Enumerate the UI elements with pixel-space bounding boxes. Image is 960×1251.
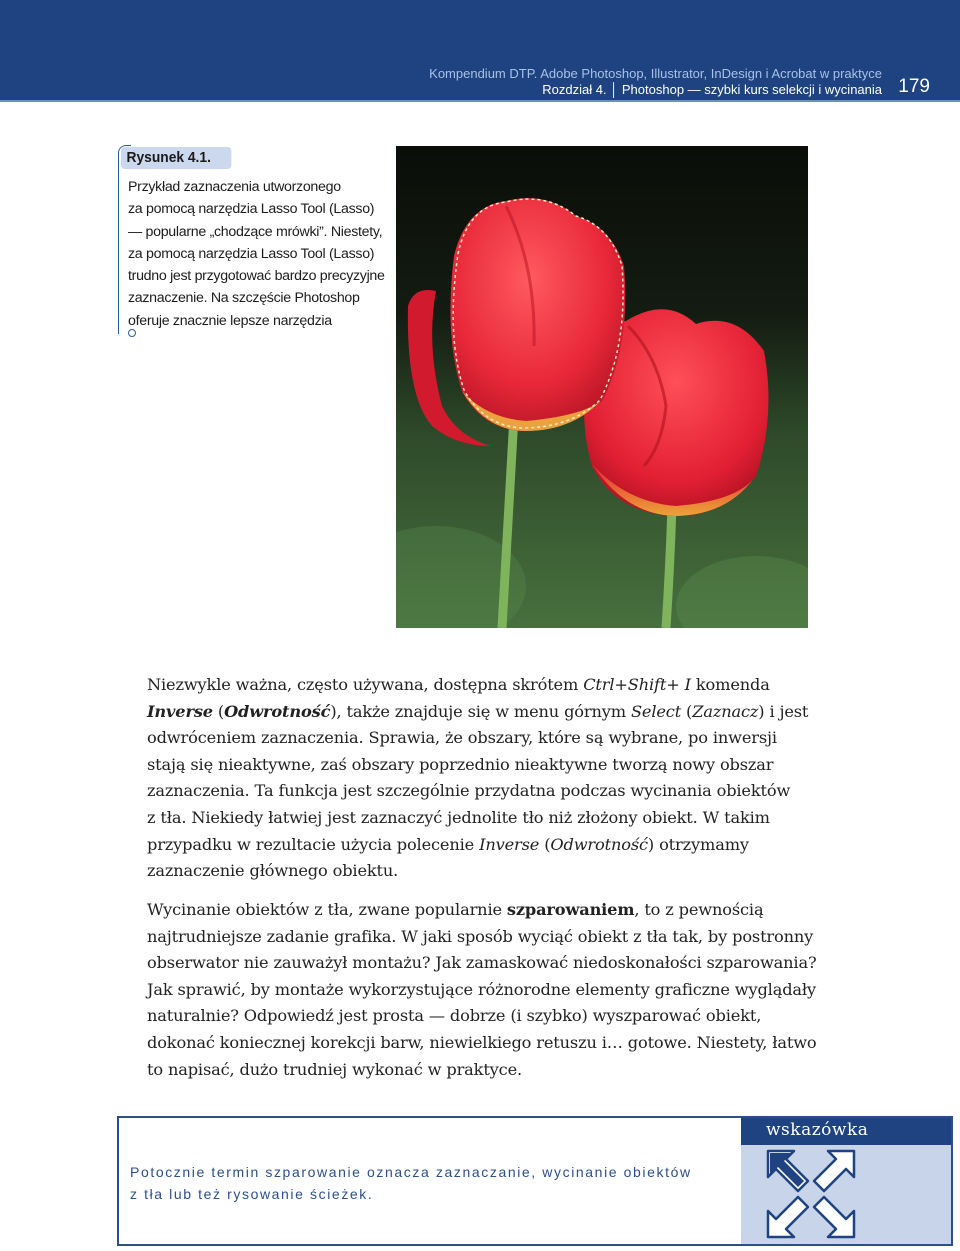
text-run: ( — [681, 701, 693, 721]
paragraph-masking — [147, 897, 867, 1083]
tip-line: Potocznie termin szparowanie oznacza zaznaczanie, wycinanie obiektów — [130, 1164, 692, 1180]
text-run: Niezwykle ważna, często używana, dostępna skrótem — [147, 675, 584, 694]
text-line: naturalnie? Odpowiedź jest prosta — dobrze (i szybko) wyszparować obiekt, — [147, 1006, 762, 1026]
text-run: ) i jest — [758, 701, 809, 721]
header-divider — [0, 100, 960, 102]
text-run: przypadku w rezultacie użycia polecenie — [147, 834, 480, 854]
text-run: Wycinanie obiektów z tła, zwane popularnie — [147, 900, 507, 919]
tulips-photo — [396, 146, 808, 628]
caption-line: Przykład zaznaczenia utworzonego — [128, 179, 341, 195]
text-line: zaznaczenie głównego obiektu. — [147, 861, 399, 881]
caption-line: — popularne „chodzące mrówki”. Niestety, — [128, 223, 383, 240]
term-bold: szparowaniem — [506, 900, 635, 919]
tip-text — [130, 1161, 692, 1205]
text-line: odwróceniem zaznaczenia. Sprawia, że obszary, które są wybrane, po inwersji — [147, 728, 777, 748]
menu-name: Select — [630, 701, 682, 721]
text-run: komenda — [690, 675, 770, 694]
text-line: z tła. Niekiedy łatwiej jest zaznaczyć jednolite tło niż złożony obiekt. W takim — [147, 807, 770, 827]
tip-line: z tła lub też rysowanie ścieżek. — [130, 1186, 374, 1202]
tip-title: wskazówka — [766, 1120, 869, 1140]
text-line: stają się nieaktywne, zaś obszary poprzednio nieaktywne tworzą nowy obszar — [147, 754, 774, 774]
text-run: ) otrzymamy — [647, 834, 749, 854]
text-line — [147, 832, 867, 859]
text-line — [147, 672, 867, 699]
text-line — [147, 699, 867, 726]
command-name: Inverse — [479, 834, 540, 854]
caption-line: oferuje znacznie lepsze narzędzia — [128, 312, 332, 329]
command-name: Inverse — [147, 701, 213, 721]
caption-line: za pomocą narzędzia Lasso Tool (Lasso) — [128, 201, 375, 218]
text-run: , to z pewnością — [634, 900, 764, 919]
text-line: zaznaczenia. Ta funkcja jest szczególnie przydatna podczas wycinania obiektów — [147, 781, 791, 801]
shortcut-text: Ctrl+Shift+ I — [583, 675, 691, 694]
command-name-pl: Odwrotność — [550, 834, 648, 854]
text-line: najtrudniejsze zadanie grafika. W jaki sposób wyciąć obiekt z tła tak, by postronny — [147, 926, 814, 946]
caption-line: zaznaczenie. Na szczęście Photoshop — [128, 290, 360, 307]
caption-line: trudno jest przygotować bardzo precyzyjne — [128, 268, 385, 285]
caption-line: za pomocą narzędzia Lasso Tool (Lasso) — [128, 245, 375, 262]
page-number: 179 — [898, 76, 930, 97]
text-line: dokonać koniecznej korekcji barw, niewielkiego retuszu i… gotowe. Niestety, łatwo — [147, 1032, 817, 1052]
text-run: ( — [212, 701, 225, 721]
text-line: to napisać, dużo trudniej wykonać w praktyce. — [147, 1059, 523, 1079]
paragraph-inverse — [147, 672, 867, 885]
figure-label: Rysunek 4.1. — [121, 147, 231, 169]
menu-name-pl: Zaznacz — [692, 701, 759, 721]
text-line: Jak sprawić, by montaże wykorzystujące różnorodne elementy graficzne wyglądały — [147, 979, 817, 999]
text-line: obserwator nie zauważył montażu? Jak zamaskować niedoskonałości szparowania? — [147, 953, 817, 973]
book-title: Kompendium DTP. Adobe Photoshop, Illustrator, InDesign i Acrobat w praktyce — [429, 66, 882, 81]
figure-caption — [128, 176, 390, 332]
chapter-title: Rozdział 4. │ Photoshop — szybki kurs selekcji i wycinania — [542, 82, 882, 97]
text-run: ), także znajduje się w menu górnym — [330, 701, 631, 721]
command-name-pl: Odwrotność — [224, 701, 331, 721]
text-line — [147, 897, 867, 924]
arrows-inward-icon — [764, 1147, 858, 1241]
text-run: ( — [539, 834, 551, 854]
